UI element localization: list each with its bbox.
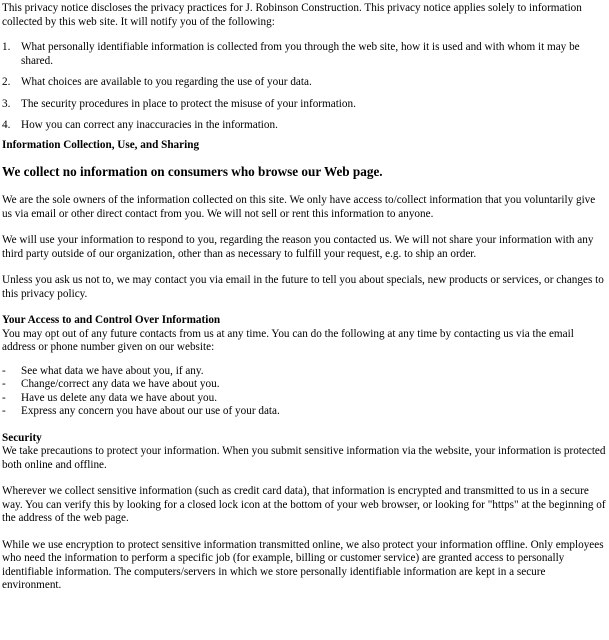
list-item bbox=[2, 76, 607, 90]
intro-paragraph: This privacy notice discloses the privacy practices for J. Robinson Construction. This privacy notice applies solely to information collected by this web site. It will notify you of the following: bbox=[2, 2, 582, 28]
security-paragraph-precautions: We take precautions to protect your information. When you submit sensitive information via the website, your information is protected both online and offline. bbox=[2, 445, 606, 471]
security-paragraph-offline: While we use encryption to protect sensitive information transmitted online, we also protect your information offline. Only employees who need the information to perform a specific job (for example, billing or customer service) are granted access to personally identifiable information. The computers/servers in which we store personally identifiable information are kept in a secure environment. bbox=[2, 538, 604, 591]
list-item-number: 4. bbox=[2, 119, 11, 131]
list-item-dash: - bbox=[2, 364, 6, 377]
list-item-number: 3. bbox=[2, 97, 11, 110]
list-item-dash: - bbox=[2, 391, 6, 404]
list-item-text: See what data we have about you, if any. bbox=[21, 364, 204, 377]
list-item-dash: - bbox=[2, 378, 6, 390]
access-control-heading: Your Access to and Control Over Information bbox=[2, 314, 221, 326]
list-item-dash: - bbox=[2, 405, 6, 417]
info-paragraph-usage: We will use your information to respond to you, regarding the reason you contacted us. We will not share your information with any third party outside of our organization, other than as necessary to fulfill your request, e.g. to ship an order. bbox=[2, 234, 594, 260]
list-item-number: 1. bbox=[2, 41, 11, 53]
list-item-text: Change/correct any data we have about you. bbox=[21, 378, 220, 390]
security-heading: Security bbox=[2, 431, 42, 444]
list-item-number: 2. bbox=[2, 76, 11, 88]
list-item-text: How you can correct any inaccuracies in the information. bbox=[21, 119, 278, 131]
list-item-text: What choices are available to you regarding the use of your data. bbox=[21, 76, 312, 88]
list-item-text: The security procedures in place to protect the misuse of your information. bbox=[21, 97, 356, 110]
list-item bbox=[2, 41, 607, 68]
info-paragraph-contact: Unless you ask us not to, we may contact you via email in the future to tell you about specials, new products or services, or changes to this privacy policy. bbox=[2, 274, 604, 300]
security-paragraph-encryption: Wherever we collect sensitive information (such as credit card data), that information is encrypted and transmitted to us in a secure way. You can verify this by looking for a closed lock icon at the bottom of your web browser, or looking for "https" at the beginning of the address of the web page. bbox=[2, 485, 606, 524]
access-paragraph: You may opt out of any future contacts from us at any time. You can do the following at any time by contacting us via the email address or phone number given on our website: bbox=[2, 327, 574, 353]
notice-topics-list bbox=[2, 41, 607, 133]
list-item bbox=[2, 365, 607, 379]
list-item bbox=[2, 119, 607, 133]
info-collection-heading: Information Collection, Use, and Sharing bbox=[2, 138, 200, 151]
list-item-text: Express any concern you have about our use of your data. bbox=[21, 405, 280, 417]
list-item bbox=[2, 392, 607, 406]
list-item bbox=[2, 98, 607, 112]
no-collection-statement: We collect no information on consumers who browse our Web page. bbox=[2, 164, 383, 179]
access-options-list bbox=[2, 365, 607, 419]
info-paragraph-ownership: We are the sole owners of the information collected on this site. We only have access to/collect information that you voluntarily give us via email or other direct contact from you. We will not sell or rent this information to anyone. bbox=[2, 194, 596, 220]
list-item-text: Have us delete any data we have about you. bbox=[21, 391, 218, 404]
list-item bbox=[2, 405, 607, 419]
list-item bbox=[2, 378, 607, 392]
list-item-text: What personally identifiable information is collected from you through the web site, how it is used and with whom it may be shared. bbox=[21, 41, 580, 67]
